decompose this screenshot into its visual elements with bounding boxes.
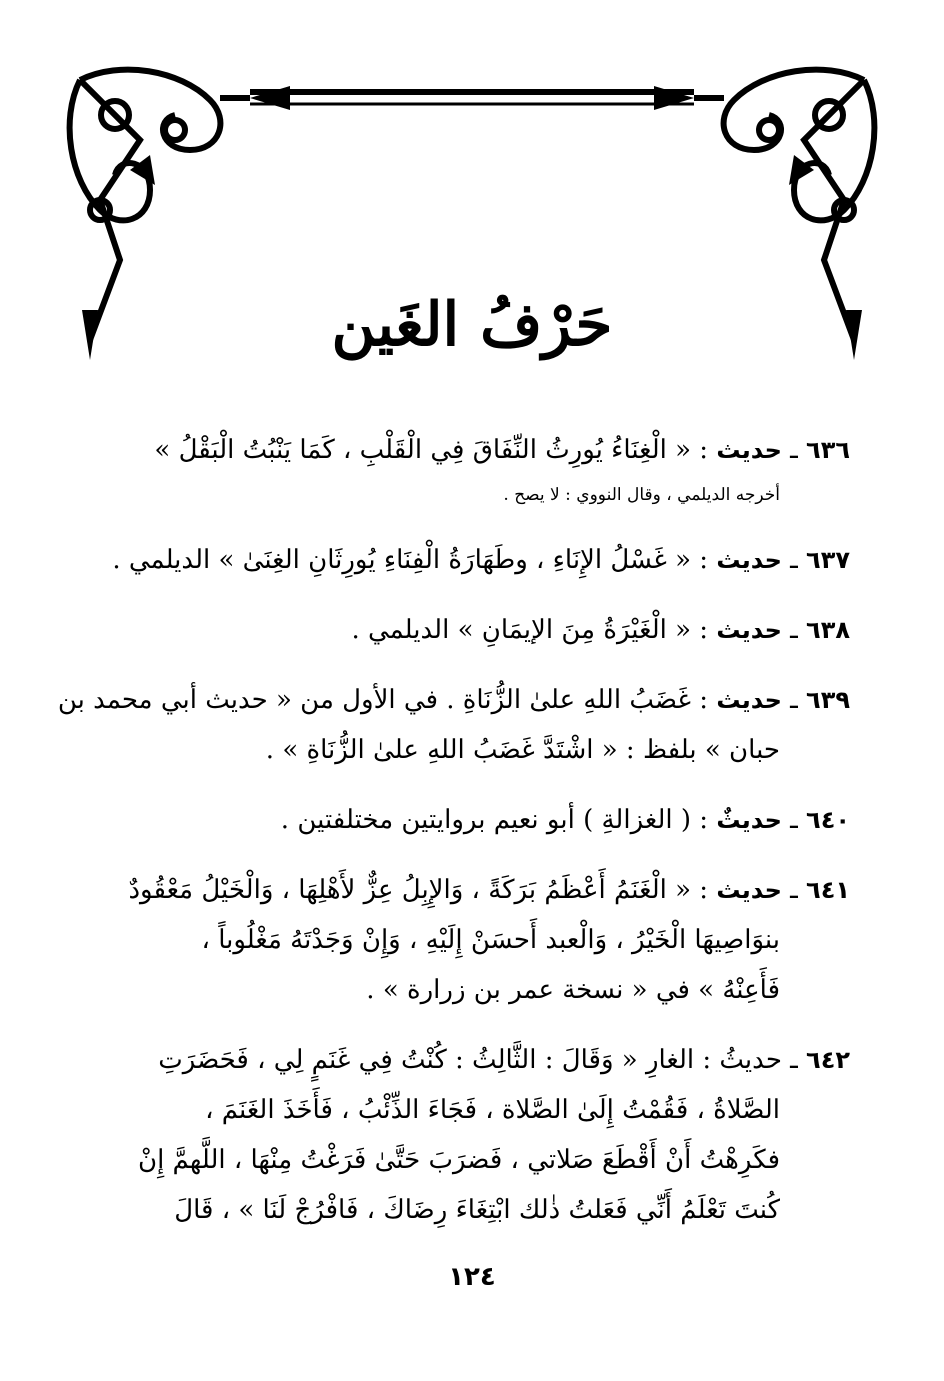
- entry-line: بنوَاصِيهَا الْخَيْرُ ، وَالْعبد أَحسَنْ إِلَيْهِ ، وَإِنْ وَجَدْتَهُ مَغْلُوباً ،: [201, 925, 780, 955]
- entry-line: ٦٣٩ ـ حديث : غَضَبُ اللهِ علىٰ الزُّنَاةِ . في الأول من « حديث أبي محمد بن: [57, 685, 850, 715]
- entry-number: ٦٣٨: [806, 616, 850, 644]
- hadith-entry-639: [57, 675, 850, 775]
- entry-text: حديثُ : الغارِ « وَقَالَ : الثَّالِثُ : كُنْتُ فِي غَنَمٍ لِي ، فَحَضَرَتِ: [158, 1045, 782, 1075]
- hadith-entry-641: [90, 865, 850, 1015]
- entry-text: : ( الغزالةِ ) أبو نعيم بروايتين مختلفتين .: [280, 805, 717, 835]
- entry-line: ٦٤١ ـ حديث : « الْغَنَمُ أَعْظَمُ بَرَكَةً ، وَالإِبِلُ عِزٌّ لأَهْلِهَا ، وَالْخَيْلُ مَعْقُودٌ: [128, 875, 850, 905]
- entry-line: ٦٤٠ ـ حديثٌ : ( الغزالةِ ) أبو نعيم بروايتين مختلفتين .: [280, 805, 850, 835]
- entry-line: ٦٣٧ ـ حديث : « غَسْلُ الإِنَاءِ ، وطَهَارَةُ الْفِنَاءِ يُورِثَانِ الغِنَىٰ » الديلمي .: [112, 545, 850, 575]
- entry-number: ٦٣٧: [806, 546, 850, 574]
- entry-text: : « الْغَيْرَةُ مِنَ الإيمَانِ » الديلمي .: [351, 615, 717, 645]
- entry-number: ٦٣٦: [806, 436, 850, 464]
- entry-line: حبان » بلفظ : « اشْتَدَّ غَضَبُ اللهِ علىٰ الزُّنَاةِ » .: [265, 735, 780, 765]
- entry-number: ٦٤٠: [806, 806, 850, 834]
- entry-number: ٦٣٩: [806, 686, 850, 714]
- entry-keyword: حديثٌ: [716, 806, 782, 834]
- hadith-entries: [57, 425, 850, 1255]
- hadith-entry-638: [90, 605, 850, 655]
- hadith-entry-637: [90, 535, 850, 585]
- entry-keyword: حديث: [716, 686, 782, 714]
- entry-source-line: أخرجه الديلمي ، وقال النووي : لا يصح .: [503, 485, 780, 505]
- entry-line: ٦٤٢ ـ حديثُ : الغارِ « وَقَالَ : الثَّالِثُ : كُنْتُ فِي غَنَمٍ لِي ، فَحَضَرَتِ: [158, 1045, 850, 1075]
- entry-number: ٦٤٢: [806, 1046, 850, 1074]
- entry-keyword: حديث: [716, 616, 782, 644]
- entry-line: ٦٣٦ ـ حديث : « الْغِنَاءُ يُورِثُ النِّفَاقَ فِي الْقَلْبِ ، كَمَا يَنْبُتُ الْبَقْلُ »: [154, 435, 850, 465]
- entry-line: فكَرِهْتُ أَنْ أَقْطَعَ صَلاتي ، فَضرَبَ حَتَّىٰ فَرَغْتُ مِنْهَا ، اللَّهمَّ إِنْ: [137, 1145, 780, 1175]
- entry-line: ٦٣٨ ـ حديث : « الْغَيْرَةُ مِنَ الإيمَانِ » الديلمي .: [351, 615, 850, 645]
- hadith-entry-640: [90, 795, 850, 845]
- chapter-title: حَرْفُ الغَين: [331, 290, 613, 360]
- entry-text: : « الْغَنَمُ أَعْظَمُ بَرَكَةً ، وَالإِبِلُ عِزٌّ لأَهْلِهَا ، وَالْخَيْلُ مَعْقُودٌ: [128, 875, 717, 905]
- entry-line: كُنتَ تَعْلَمُ أَنِّي فَعَلتُ ذٰلك ابْتِغَاءَ رِضَاكَ ، فَافْرُجْ لَنَا » ، قَالَ: [174, 1195, 780, 1225]
- entry-line: الصَّلاةُ ، فَقُمْتُ إِلَىٰ الصَّلاة ، فَجَاءَ الذِّئْبُ ، فَأَخَذَ الغَنَمَ ،: [205, 1095, 780, 1125]
- entry-text: : « الْغِنَاءُ يُورِثُ النِّفَاقَ فِي الْقَلْبِ ، كَمَا يَنْبُتُ الْبَقْلُ »: [154, 435, 717, 465]
- entry-text: : « غَسْلُ الإِنَاءِ ، وطَهَارَةُ الْفِنَاءِ يُورِثَانِ الغِنَىٰ » الديلمي .: [112, 545, 717, 575]
- entry-keyword: حديث: [716, 546, 782, 574]
- entry-keyword: حديث: [716, 436, 782, 464]
- entry-text: : غَضَبُ اللهِ علىٰ الزُّنَاةِ . في الأول من « حديث أبي محمد بن: [57, 685, 717, 715]
- page-number: ١٢٤: [448, 1262, 496, 1292]
- entry-number: ٦٤١: [806, 876, 850, 904]
- entry-keyword: حديث: [716, 876, 782, 904]
- hadith-entry-642: [90, 1035, 850, 1235]
- entry-line: فَأَعِنْهُ » في « نسخة عمر بن زرارة » .: [366, 975, 780, 1005]
- hadith-entry-636: [90, 425, 850, 515]
